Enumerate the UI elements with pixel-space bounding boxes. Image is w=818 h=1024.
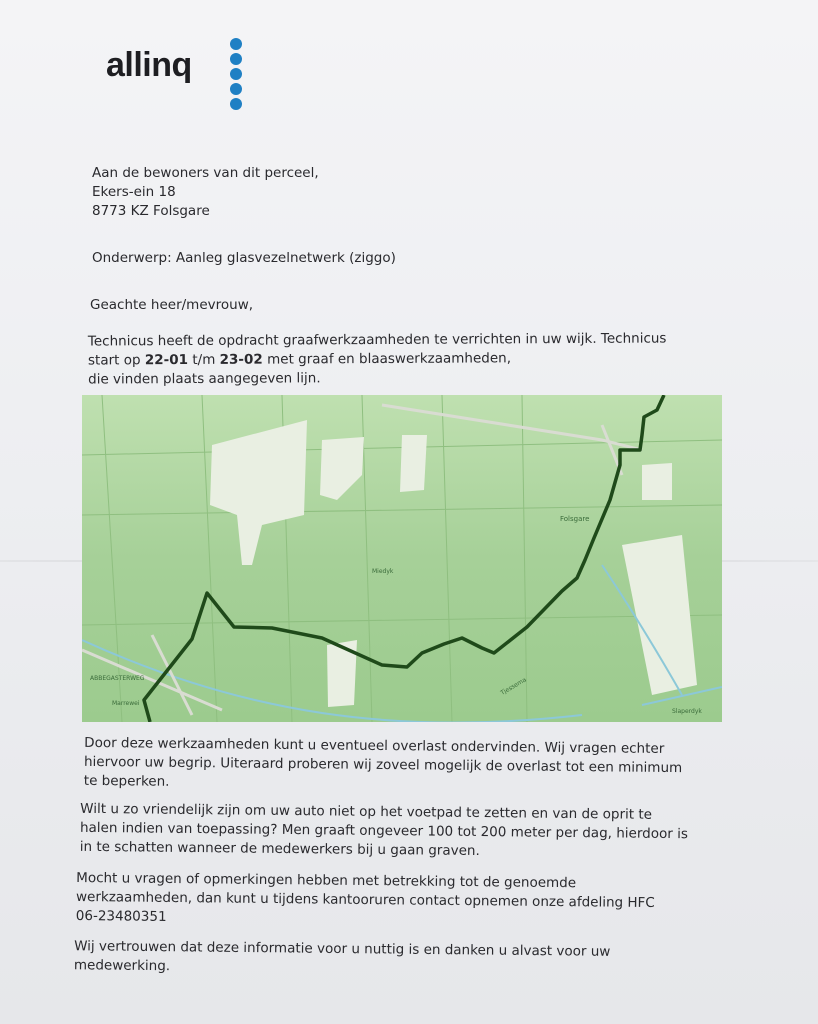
paragraph-line: te beperken. — [83, 772, 170, 790]
subject-line: Onderwerp: Aanleg glasvezelnetwerk (ziggo) — [92, 250, 396, 266]
intro-suffix: met graaf en blaaswerkzaamheden, — [262, 350, 512, 368]
paragraph-line: in te schatten wanneer de medewerkers bij u gaan graven. — [79, 838, 480, 860]
paragraph-parking — [80, 800, 688, 863]
paragraph-line: werkzaamheden, dan kunt u tijdens kantooruren contact opnemen onze afdeling HFC — [75, 888, 655, 912]
route-map — [82, 395, 722, 722]
recipient-address — [92, 164, 319, 221]
paragraph-line: Door deze werkzaamheden kunt u eventueel overlast ondervinden. Wij vragen echter — [84, 734, 665, 757]
address-line: Ekers-ein 18 — [92, 184, 176, 200]
allinq-logo — [106, 38, 266, 128]
logo-wordmark: allinq — [106, 46, 192, 84]
paragraph-line: hiervoor uw begrip. Uiteraard proberen wij zoveel mogelijk de overlast tot een minimum — [83, 753, 683, 777]
logo-dot — [230, 98, 242, 110]
address-line: Aan de bewoners van dit perceel, — [92, 165, 319, 181]
address-line: 8773 KZ Folsgare — [92, 203, 210, 219]
logo-dot — [230, 83, 242, 95]
map-label-road: ABBEGASTERWEG — [90, 675, 145, 682]
intro-paragraph — [88, 329, 667, 389]
end-date: 23-02 — [219, 351, 263, 368]
map-label-street: Slaperdyk — [672, 708, 702, 715]
paragraph-line: Wij vertrouwen dat deze informatie voor u nuttig is en danken u alvast voor uw — [74, 938, 611, 960]
logo-dot — [230, 53, 242, 65]
logo-dot — [230, 38, 242, 50]
paragraph-contact — [76, 869, 655, 932]
map-label-street: Tjessema — [499, 676, 528, 697]
paragraph-line: halen indien van toepassing? Men graaft ongeveer 100 tot 200 meter per dag, hierdoor is — [79, 819, 688, 843]
logo-dots — [230, 38, 246, 113]
paragraph-line: medewerking. — [73, 957, 171, 975]
map-label-street: Marrewei — [112, 700, 140, 707]
phone-number: 06-23480351 — [75, 907, 167, 925]
paragraph-line: Wilt u zo vriendelijk zijn om uw auto niet op het voetpad te zetten en van de oprit te — [80, 800, 653, 823]
paragraph-inconvenience — [84, 734, 683, 797]
map-canvas — [82, 395, 722, 722]
intro-line: die vinden plaats aangegeven lijn. — [88, 370, 321, 388]
salutation: Geachte heer/mevrouw, — [90, 297, 254, 313]
intro-line: Technicus heeft de opdracht graafwerkzaamheden te verrichten in uw wijk. Technicus — [87, 330, 667, 350]
start-date: 22-01 — [144, 351, 189, 369]
logo-dot — [230, 68, 242, 80]
map-label-folsgare: Folsgare — [560, 515, 590, 523]
map-label-street: Miedyk — [372, 568, 394, 575]
intro-prefix: start op — [87, 352, 145, 369]
intro-tm: t/m — [188, 351, 220, 368]
paragraph-closing — [74, 937, 611, 981]
paragraph-line: Mocht u vragen of opmerkingen hebben met betrekking tot de genoemde — [76, 869, 577, 892]
